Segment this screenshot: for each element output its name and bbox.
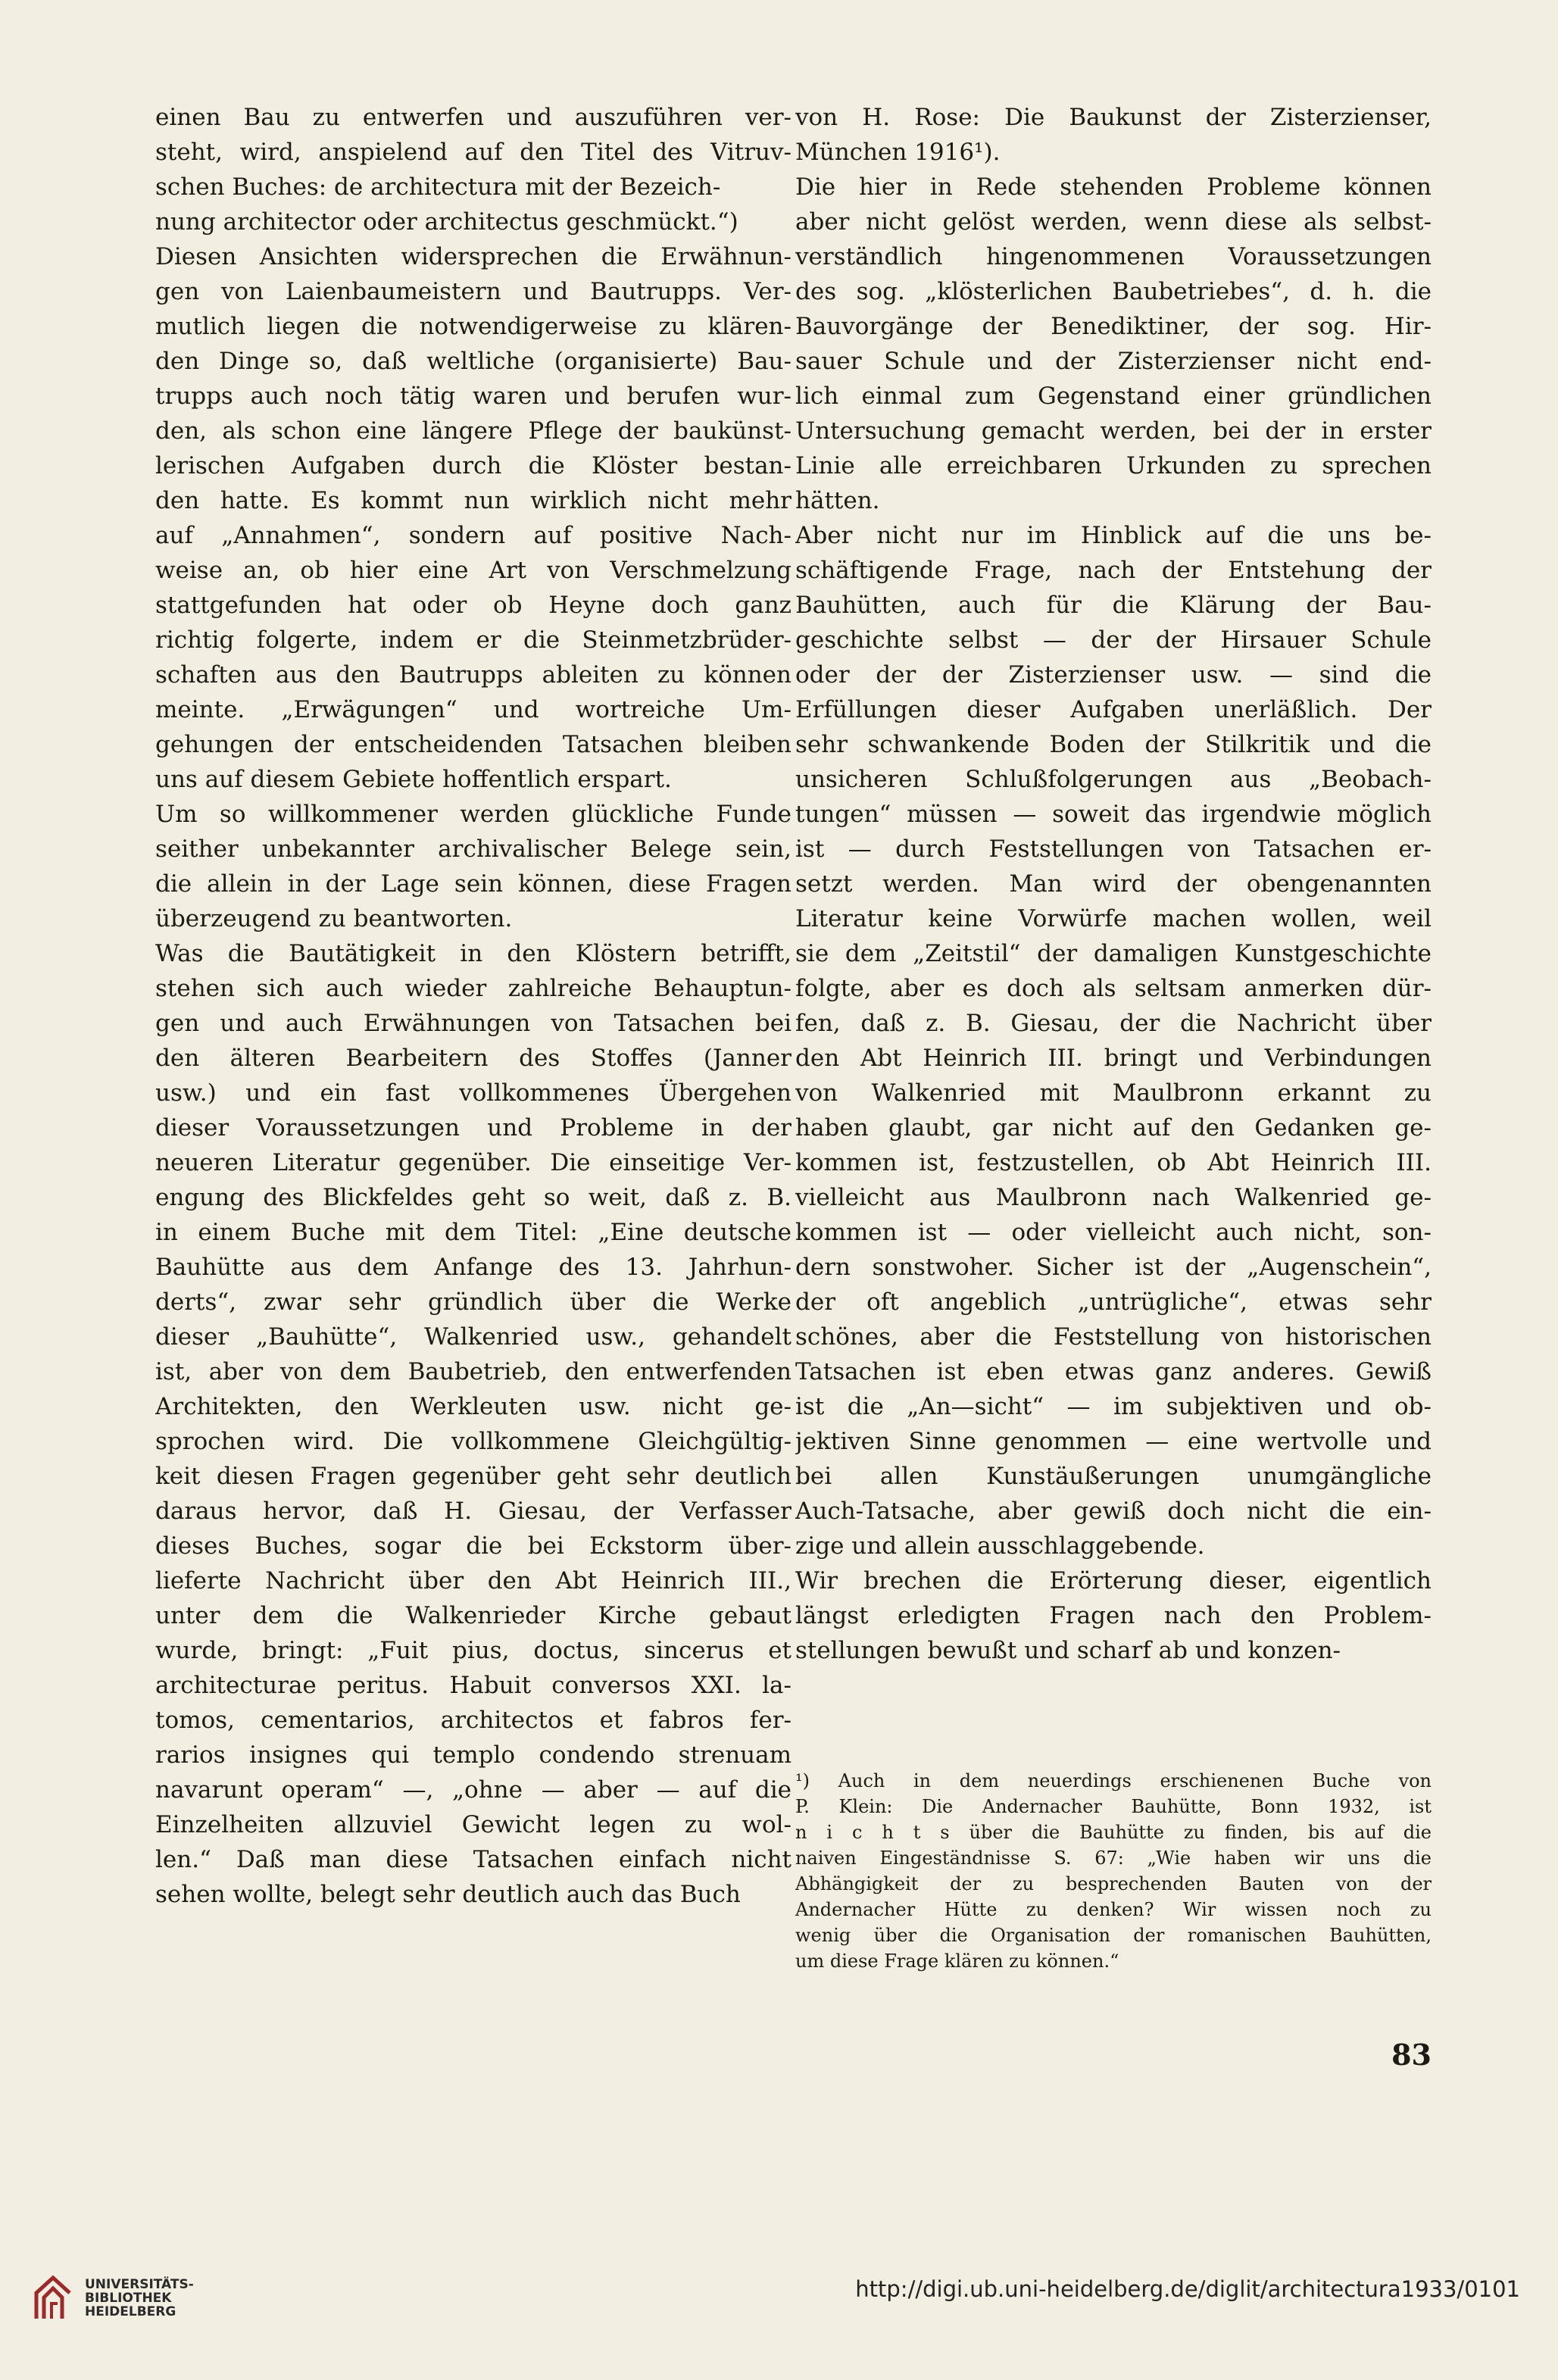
footnote-line: Abhängigkeit der zu besprechenden Bauten von der [795,1873,1432,1894]
right-column-line: sehr schwankende Boden der Stilkritik und die [795,731,1432,758]
right-column-line: unsicheren Schlußfolgerungen aus „Beobach- [795,766,1432,793]
left-column-line: keit diesen Fragen gegenüber geht sehr deutlich [155,1463,791,1490]
left-column-line: meinte. „Erwägungen“ und wortreiche Um- [155,696,791,723]
library-name-line: HEIDELBERG [85,2304,176,2319]
left-column-line: navarunt operam“ —, „ohne — aber — auf die [155,1776,791,1804]
left-column-line: den, als schon eine längere Pflege der baukünst- [155,417,791,445]
page-number: 83 [1391,2038,1432,2072]
right-column-line: folgte, aber es doch als seltsam anmerken dür- [795,975,1432,1002]
right-column-line: Literatur keine Vorwürfe machen wollen, weil [795,905,1432,932]
right-column-line: sauer Schule und der Zisterzienser nicht end- [795,348,1432,375]
right-column-line: Aber nicht nur im Hinblick auf die uns be- [795,522,1432,549]
right-column-line: zige und allein ausschlaggebende. [795,1532,1205,1560]
right-column-line: den Abt Heinrich III. bringt und Verbindungen [795,1045,1432,1072]
right-column-line: ist — durch Feststellungen von Tatsachen er- [795,835,1432,863]
left-column-line: Um so willkommener werden glückliche Funde [155,801,791,828]
left-column-line: dieser Voraussetzungen und Probleme in der [155,1114,791,1142]
footnote-line: um diese Frage klären zu können.“ [795,1951,1119,1972]
left-column-line: in einem Buche mit dem Titel: „Eine deutsche [155,1219,791,1246]
left-column-line: usw.) und ein fast vollkommenes Übergehen [155,1079,791,1107]
left-column-line: den älteren Bearbeitern des Stoffes (Janner [155,1045,791,1072]
left-column-line: steht, wird, anspielend auf den Titel des Vitruv- [155,139,791,166]
footnote-line: Andernacher Hütte zu denken? Wir wissen noch zu [795,1899,1432,1920]
right-column-line: kommen ist, festzustellen, ob Abt Heinrich III. [795,1149,1432,1176]
left-column-line: stattgefunden hat oder ob Heyne doch ganz [155,592,791,619]
left-column-line: derts“, zwar sehr gründlich über die Werke [155,1288,791,1316]
right-column-line: tungen“ müssen — soweit das irgendwie möglich [795,801,1432,828]
right-column-line: kommen ist — oder vielleicht auch nicht, son- [795,1219,1432,1246]
right-column-line: setzt werden. Man wird der obengenannten [795,870,1432,898]
left-column-line: gen und auch Erwähnungen von Tatsachen bei [155,1010,791,1037]
footnote-line: ¹) Auch in dem neuerdings erschienenen Buche von [795,1770,1432,1791]
right-column-line: von Walkenried mit Maulbronn erkannt zu [795,1079,1432,1107]
right-column-line: lich einmal zum Gegenstand einer gründlichen [795,383,1432,410]
left-column-line: stehen sich auch wieder zahlreiche Behauptun- [155,975,791,1002]
source-url-link[interactable]: http://digi.ub.uni-heidelberg.de/diglit/architectura1933/0101 [855,2276,1520,2302]
right-column-line: Bauvorgänge der Benediktiner, der sog. Hir- [795,313,1432,340]
left-column-line: ist, aber von dem Baubetrieb, den entwerfenden [155,1358,791,1385]
right-column-line: sie dem „Zeitstil“ der damaligen Kunstgeschichte [795,940,1432,967]
left-column-line: rarios insignes qui templo condendo strenuam [155,1741,791,1769]
footnote-block [795,1768,1432,1974]
left-column-line: schen Buches: de architectura mit der Bezeich- [155,173,721,201]
left-column-line: richtig folgerte, indem er die Steinmetzbrüder- [155,626,791,654]
right-column-line: geschichte selbst — der der Hirsauer Schule [795,626,1432,654]
library-name-line: BIBLIOTHEK [85,2291,172,2306]
right-column-line: Erfüllungen dieser Aufgaben unerläßlich. Der [795,696,1432,723]
left-column-line: lerischen Aufgaben durch die Klöster bestan- [155,452,791,479]
right-column-line: des sog. „klösterlichen Baubetriebes“, d. h. die [795,278,1432,305]
footnote-line: n i c h t s über die Bauhütte zu finden, bis auf die [795,1822,1432,1843]
right-column-line: Wir brechen die Erörterung dieser, eigentlich [795,1567,1432,1594]
left-column-line: Architekten, den Werkleuten usw. nicht ge- [155,1393,791,1420]
digitization-footer [0,2254,1558,2380]
right-column-line: Bauhütten, auch für die Klärung der Bau- [795,592,1432,619]
right-column-line: Linie alle erreichbaren Urkunden zu sprechen [795,452,1432,479]
right-column-line: Die hier in Rede stehenden Probleme können [795,173,1432,201]
left-column-line: die allein in der Lage sein können, diese Fragen [155,870,791,898]
left-column-line: lieferte Nachricht über den Abt Heinrich III., [155,1567,791,1594]
left-column-line: trupps auch noch tätig waren und berufen wur- [155,383,791,410]
right-column-line: stellungen bewußt und scharf ab und konzen- [795,1637,1341,1664]
left-column-line: daraus hervor, daß H. Giesau, der Verfasser [155,1498,791,1525]
right-column-line: Tatsachen ist eben etwas ganz anderes. Gewiß [795,1358,1432,1385]
right-column-line: dern sonstwoher. Sicher ist der „Augenschein“, [795,1254,1432,1281]
right-column-line: hätten. [795,487,880,514]
left-column-line: unter dem die Walkenrieder Kirche gebaut [155,1602,791,1629]
left-column-line: Bauhütte aus dem Anfange des 13. Jahrhun- [155,1254,791,1281]
right-column-line: Untersuchung gemacht werden, bei der in erster [795,417,1432,445]
left-column-line: den Dinge so, daß weltliche (organisierte) Bau- [155,348,791,375]
left-column-line: gehungen der entscheidenden Tatsachen bleiben [155,731,791,758]
footnote-line: P. Klein: Die Andernacher Bauhütte, Bonn 1932, ist [795,1796,1432,1817]
right-column-line: schäftigende Frage, nach der Entstehung der [795,557,1432,584]
right-text-column [795,100,1432,1668]
left-column-line: sehen wollte, belegt sehr deutlich auch das Buch [155,1881,741,1908]
left-column-line: seither unbekannter archivalischer Belege sein, [155,835,791,863]
left-column-line: überzeugend zu beantworten. [155,905,513,932]
right-column-line: bei allen Kunstäußerungen unumgängliche [795,1463,1432,1490]
left-column-line: neueren Literatur gegenüber. Die einseitige Ver- [155,1149,791,1176]
left-column-line: wurde, bringt: „Fuit pius, doctus, sincerus et [155,1637,791,1664]
left-column-line: engung des Blickfeldes geht so weit, daß z. B. [155,1184,791,1211]
right-column-line: von H. Rose: Die Baukunst der Zisterzienser, [795,104,1432,131]
left-column-line: auf „Annahmen“, sondern auf positive Nach- [155,522,791,549]
library-name-line: UNIVERSITÄTS- [85,2277,194,2292]
left-column-line: mutlich liegen die notwendigerweise zu klären- [155,313,791,340]
left-column-line: den hatte. Es kommt nun wirklich nicht mehr [155,487,791,514]
left-column-line: einen Bau zu entwerfen und auszuführen ver- [155,104,791,131]
right-column-line: ist die „An—sicht“ — im subjektiven und ob- [795,1393,1432,1420]
left-column-line: architecturae peritus. Habuit conversos XXI. la- [155,1672,791,1699]
left-column-line: schaften aus den Bautrupps ableiten zu können [155,661,791,689]
left-text-column [155,100,791,1912]
left-column-line: Einzelheiten allzuviel Gewicht legen zu wol- [155,1811,791,1838]
right-column-line: jektiven Sinne genommen — eine wertvolle und [795,1428,1432,1455]
right-column-line: aber nicht gelöst werden, wenn diese als selbst- [795,208,1432,236]
left-column-line: dieses Buches, sogar die bei Eckstorm über- [155,1532,791,1560]
left-column-line: gen von Laienbaumeistern und Bautrupps. Ver- [155,278,791,305]
right-column-line: München 1916¹). [795,139,1001,166]
right-column-line: längst erledigten Fragen nach den Problem- [795,1602,1432,1629]
left-column-line: dieser „Bauhütte“, Walkenried usw., gehandelt [155,1323,791,1351]
footnote-line: wenig über die Organisation der romanischen Bauhütten, [795,1925,1432,1946]
right-column-line: verständlich hingenommenen Voraussetzungen [795,243,1432,270]
right-column-line: Auch-Tatsache, aber gewiß doch nicht die ein- [795,1498,1432,1525]
right-column-line: fen, daß z. B. Giesau, der die Nachricht über [795,1010,1432,1037]
right-column-line: vielleicht aus Maulbronn nach Walkenried ge- [795,1184,1432,1211]
right-column-line: oder der der Zisterzienser usw. — sind die [795,661,1432,689]
left-column-line: nung architector oder architectus geschmückt.“) [155,208,738,236]
library-logo-icon [30,2272,76,2325]
left-column-line: weise an, ob hier eine Art von Verschmelzung [155,557,791,584]
library-name [85,2278,194,2319]
right-column-line: schönes, aber die Feststellung von historischen [795,1323,1432,1351]
left-column-line: Was die Bautätigkeit in den Klöstern betrifft, [155,940,791,967]
left-column-line: tomos, cementarios, architectos et fabros fer- [155,1707,791,1734]
left-column-line: sprochen wird. Die vollkommene Gleichgültig- [155,1428,791,1455]
left-column-line: len.“ Daß man diese Tatsachen einfach nicht [155,1846,791,1873]
footnote-line: naiven Eingeständnisse S. 67: „Wie haben wir uns die [795,1847,1432,1869]
right-column-line: haben glaubt, gar nicht auf den Gedanken ge- [795,1114,1432,1142]
left-column-line: Diesen Ansichten widersprechen die Erwähnun- [155,243,791,270]
right-column-line: der oft angeblich „untrügliche“, etwas sehr [795,1288,1432,1316]
left-column-line: uns auf diesem Gebiete hoffentlich erspart. [155,766,672,793]
